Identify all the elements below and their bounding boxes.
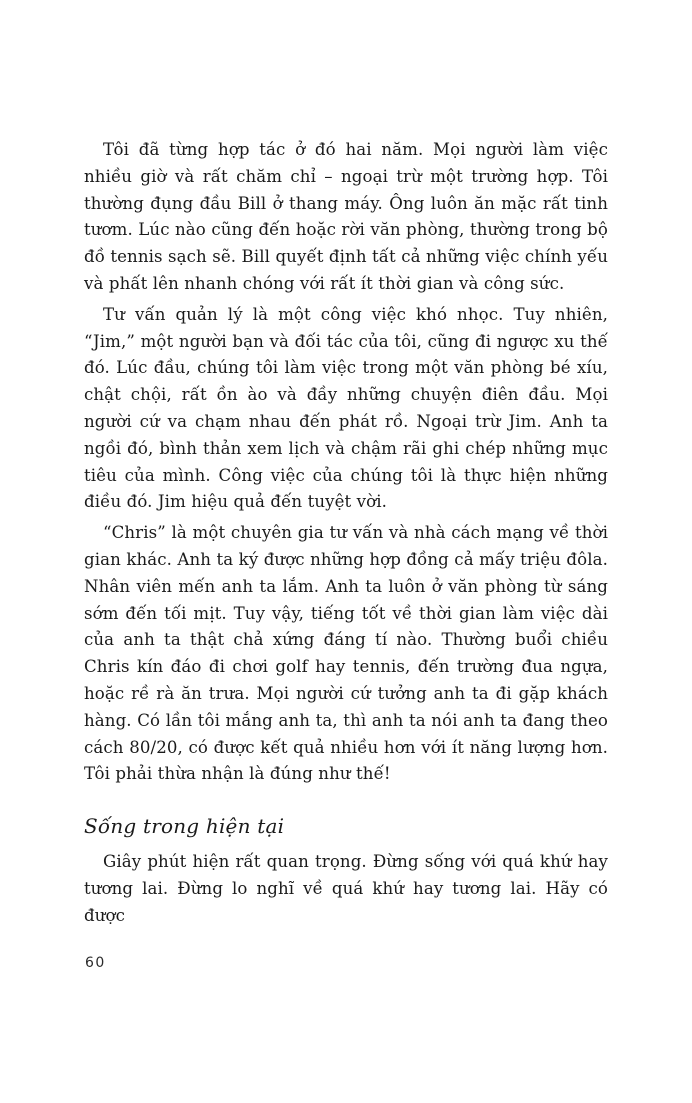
page-number: 60 <box>85 955 106 971</box>
page-body <box>84 137 608 934</box>
paragraph-chris: “Chris” là một chuyên gia tư vấn và nhà cách mạng về thời gian khác. Anh ta ký được những hợp đồng cả mấy triệu đôla. Nhân viên mến anh ta lắm. Anh ta luôn ở văn phòng từ sáng sớm đến tối mịt. Tuy vậy, tiếng tốt về thời gian làm việc dài của anh ta thật chả xứng đáng tí nào. Thường buổi chiều Chris kín đáo đi chơi golf hay tennis, đến trường đua ngựa, hoặc rề rà ăn trưa. Mọi người cứ tưởng anh ta đi gặp khách hàng. Có lần tôi mắng anh ta, thì anh ta nói anh ta đang theo cách 80/20, có được kết quả nhiều hơn với ít năng lượng hơn. Tôi phải thừa nhận là đúng như thế! <box>84 523 608 784</box>
paragraph-jim: Tư vấn quản lý là một công việc khó nhọc. Tuy nhiên, “Jim,” một người bạn và đối tác của tôi, cũng đi ngược xu thế đó. Lúc đầu, chúng tôi làm việc trong một văn phòng bé xíu, chật chội, rất ồn ào và đầy những chuyện điên đầu. Mọi người cứ va chạm nhau đến phát rồ. Ngoại trừ Jim. Anh ta ngồi đó, bình thản xem lịch và chậm rãi ghi chép những mục tiêu của mình. Công việc của chúng tôi là thực hiện những điều đó. Jim hiệu quả đến tuyệt vời. <box>84 304 608 512</box>
section-paragraph: Giây phút hiện rất quan trọng. Đừng sống với quá khứ hay tương lai. Đừng lo nghĩ về quá khứ hay tương lai. Hãy có được <box>84 852 608 925</box>
section-heading: Sống trong hiện tại <box>84 814 285 839</box>
paragraph-bill: Tôi đã từng hợp tác ở đó hai năm. Mọi người làm việc nhiều giờ và rất chăm chỉ – ngoại trừ một trường hợp. Tôi thường đụng đầu Bill ở thang máy. Ông luôn ăn mặc rất tinh tươm. Lúc nào cũng đến hoặc rời văn phòng, thường trong bộ đồ tennis sạch sẽ. Bill quyết định tất cả những việc chính yếu và phất lên nhanh chóng với rất ít thời gian và công sức. <box>84 140 608 293</box>
